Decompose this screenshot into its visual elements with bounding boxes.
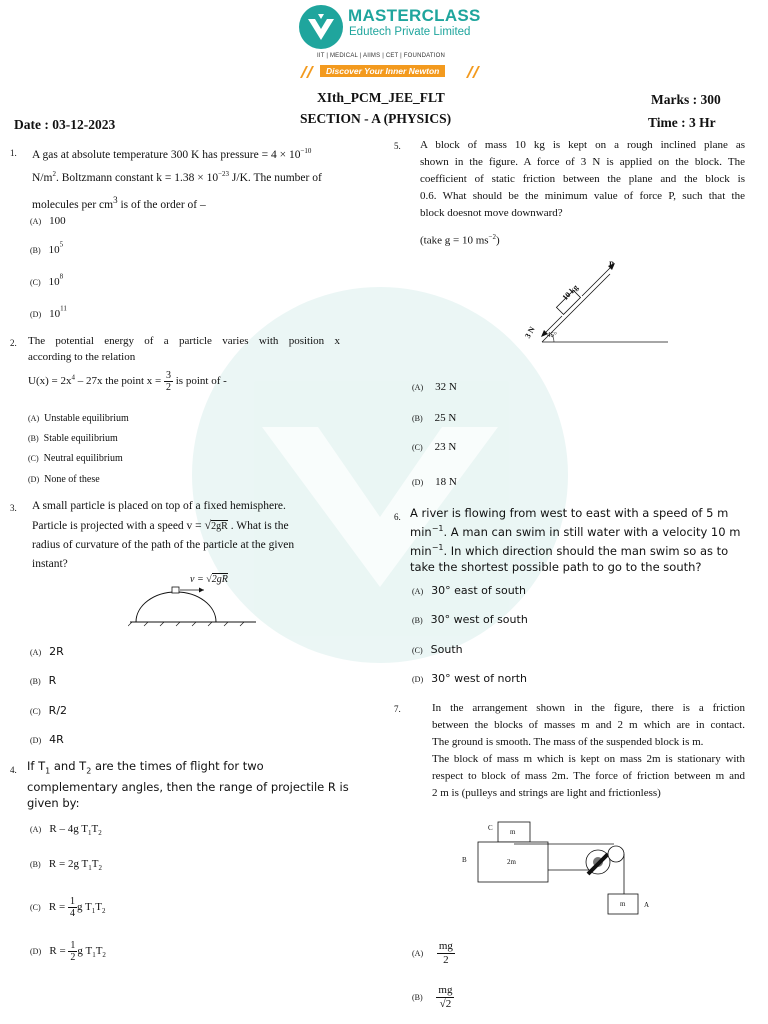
exam-code: XIth_PCM_JEE_FLT xyxy=(317,90,445,105)
marks: Marks : 300 xyxy=(651,92,721,107)
question-number: 3. xyxy=(10,503,17,513)
q3-line4: instant? xyxy=(32,558,68,570)
question-3-text xyxy=(32,497,342,574)
brand-logo xyxy=(298,4,344,55)
date: Date : 03-12-2023 xyxy=(14,117,116,132)
q5-option-d[interactable]: (D) 18 N xyxy=(412,476,457,488)
question-number: 1. xyxy=(10,148,17,158)
fraction: $\frac{mg}{2}$ xyxy=(438,940,453,966)
q2-equation: $U(x) = 2x^4 - 27x$ the point x = $\frac{3}{2}$ is point of - xyxy=(28,370,227,393)
q1-option-c[interactable]: (C) $10^8$ xyxy=(30,272,64,288)
question-number: 6. xyxy=(394,512,401,522)
q1-option-b[interactable]: (B) $10^5$ xyxy=(30,240,64,256)
q5-line1: A block of mass 10 kg is kept on a rough inclined plane as xyxy=(420,139,745,151)
q6-option-a[interactable]: (A) 30° east of south xyxy=(412,584,526,597)
q7-label-c: C xyxy=(488,824,493,832)
q6-line4: take the shortest possible path to go to the south? xyxy=(410,559,702,574)
q5-block-label: 10 kg xyxy=(560,282,580,303)
q5-3n-label: 3 N xyxy=(523,325,537,340)
q2-option-b[interactable]: (B) Stable equilibrium xyxy=(28,433,118,444)
fraction: $\frac{1}{4}$ xyxy=(69,896,75,919)
q1-line3: molecules per $cm^3$ is of the order of – xyxy=(32,194,206,211)
q2-option-c[interactable]: (C) Neutral equilibrium xyxy=(28,453,123,464)
q6-line1: A river is flowing from west to east with a speed of 5 m xyxy=(410,506,729,520)
q7-label-b: B xyxy=(462,856,467,864)
q3-line3: radius of curvature of the path of the particle at the given xyxy=(32,539,295,551)
q7-line6: 2 m is (pulleys and strings are light and frictionless) xyxy=(432,787,661,799)
fraction: $\frac{3}{2}$ xyxy=(166,370,171,393)
q5-option-b[interactable]: (B) 25 N xyxy=(412,412,457,424)
q1-option-a[interactable]: (A) 100 xyxy=(30,215,66,227)
pulley-diagram xyxy=(458,818,668,923)
q3-option-c[interactable]: (C) R/2 xyxy=(30,704,68,717)
q5-angle-label: 45° xyxy=(547,331,557,339)
q7-pulley-figure xyxy=(458,818,668,923)
q2-option-d[interactable]: (D) None of these xyxy=(28,474,100,485)
q5-force-p-label: P xyxy=(609,260,614,269)
q4-option-b[interactable]: (B) R = 2g $T_1T_2$ xyxy=(30,858,102,873)
time: Time : 3 Hr xyxy=(648,115,716,130)
q6-line3: $\min^{-1}$. In which direction should the man swim so as to xyxy=(410,542,729,558)
question-2-text xyxy=(28,333,340,365)
q6-option-d[interactable]: (D) 30° west of north xyxy=(412,672,528,685)
brand-name: MASTERCLASS xyxy=(348,6,481,25)
q3-line1: A small particle is placed on top of a fixed hemisphere. xyxy=(32,500,286,512)
question-5-text xyxy=(420,137,745,222)
q5-line5: block doesnot move downward? xyxy=(420,207,563,219)
q4-option-d[interactable]: (D) R = $\frac{1}{2}$ g $T_1T_2$ xyxy=(30,940,106,963)
q5-option-c[interactable]: (C) 23 N xyxy=(412,441,457,453)
q4-line2: complementary angles, then the range of projectile R is xyxy=(27,780,349,795)
question-number: 7. xyxy=(394,704,401,714)
q1-line2: $N/m^2$. Boltzmann constant $k = 1.38 \times 10^{-23}$ J/K. The number of xyxy=(32,169,322,184)
q7-label-m-hang: m xyxy=(620,900,626,908)
q5-incline-figure xyxy=(520,258,670,348)
q5-option-a[interactable]: (A) 32 N xyxy=(412,381,457,393)
question-4-text xyxy=(27,758,367,811)
q6-option-c[interactable]: (C) South xyxy=(412,643,463,656)
q6-line2: $\min^{-1}$. A man can swim in still water with a velocity 10 m xyxy=(410,524,741,539)
q7-line3: The ground is smooth. The mass of the suspended block is m. xyxy=(432,736,704,748)
q5-line4: 0.6. What should be the minimum value of force P, such that the xyxy=(420,190,745,202)
question-1-text xyxy=(32,142,362,214)
brand-tagline: IIT | MEDICAL | AIIMS | CET | FOUNDATION xyxy=(317,53,446,59)
masterclass-logo-icon xyxy=(298,4,344,50)
q3-option-a[interactable]: (A) 2R xyxy=(30,645,64,658)
q5-take-g: (take g = 10 $ms^{-2}$) xyxy=(420,233,500,247)
q7-line5: respect to block of mass 2m. The force of friction between m and xyxy=(432,770,745,782)
q7-label-m-top: m xyxy=(510,828,516,836)
q7-line1: In the arrangement shown in the figure, there is a friction xyxy=(432,702,745,714)
q4-option-a[interactable]: (A) R – 4g $T_1T_2$ xyxy=(30,823,102,838)
q5-line3: coefficient of static friction between the plane and the block is xyxy=(420,173,745,185)
q3-figure-velocity-label: v = √2gR xyxy=(190,574,228,585)
q3-line2: Particle is projected with a speed v = √2gR . What is the xyxy=(32,518,289,532)
question-6-text xyxy=(410,505,760,575)
brand-sub: Edutech Private Limited xyxy=(349,26,471,38)
fraction: $\frac{1}{2}$ xyxy=(70,940,76,963)
q7-label-a: A xyxy=(644,901,650,909)
banner-text: Discover Your Inner Newton xyxy=(320,65,445,77)
q6-option-b[interactable]: (B) 30° west of south xyxy=(412,613,528,626)
q7-option-a[interactable]: (A) $\frac{mg}{2}$ xyxy=(412,940,453,966)
q3-option-b[interactable]: (B) R xyxy=(30,674,57,687)
q3-option-d[interactable]: (D) 4R xyxy=(30,733,64,746)
question-number: 2. xyxy=(10,338,17,348)
q2-line2: according to the relation xyxy=(28,351,136,363)
incline-diagram xyxy=(520,258,670,348)
q4-option-c[interactable]: (C) R = $\frac{1}{4}$ g $T_1T_2$ xyxy=(30,896,106,919)
section-title: SECTION - A (PHYSICS) xyxy=(300,111,452,126)
q4-line3: given by: xyxy=(27,796,80,811)
banner-stripe xyxy=(298,64,482,80)
q1-option-d[interactable]: (D) $10^{11}$ xyxy=(30,304,67,320)
q5-line2: shown in the figure. A force of 3 N is applied on the block. The xyxy=(420,156,745,168)
question-number: 4. xyxy=(10,765,17,775)
fraction: $\frac{mg}{√2}$ xyxy=(438,984,453,1010)
q1-line1: A gas at absolute temperature 300 K has pressure = $4 \times 10^{-10}$ xyxy=(32,147,312,161)
question-number: 5. xyxy=(394,141,401,151)
question-7-text xyxy=(432,700,745,802)
q3-hemisphere-figure xyxy=(128,572,258,628)
q7-line2: between the blocks of masses m and 2 m which are in contact. xyxy=(432,719,745,731)
q2-option-a[interactable]: (A) Unstable equilibrium xyxy=(28,413,129,424)
q4-line1: If $T_1$ and $T_2$ are the times of flight for two xyxy=(27,759,264,776)
q7-line4: The block of mass m which is kept on mass 2m is stationary with xyxy=(432,753,745,765)
q7-option-b[interactable]: (B) $\frac{mg}{√2}$ xyxy=(412,984,453,1010)
q2-line1: The potential energy of a particle varies with position x xyxy=(28,335,340,347)
q7-label-2m: 2m xyxy=(507,858,516,866)
